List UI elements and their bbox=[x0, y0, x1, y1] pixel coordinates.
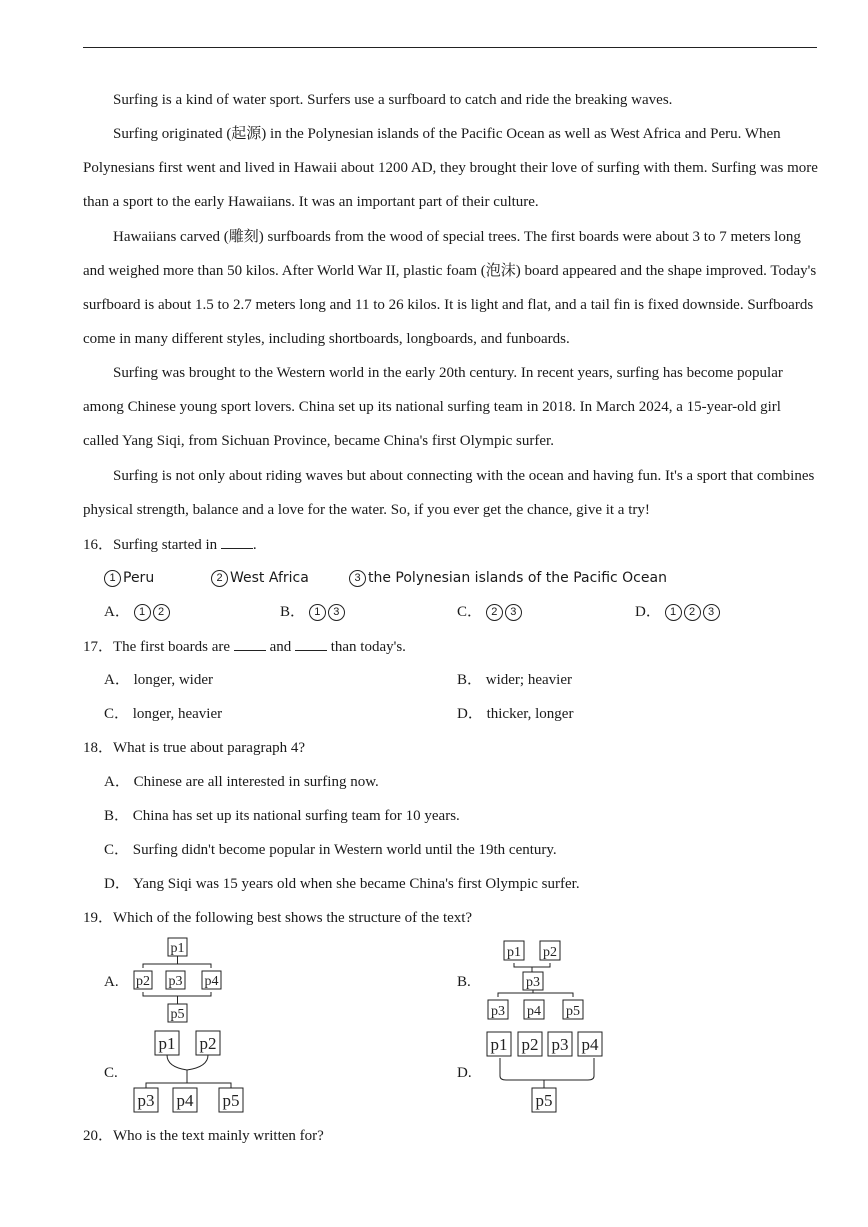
question-19-stem: 19．Which of the following best shows the structure of the text? bbox=[83, 910, 473, 926]
q16-item-2: 2 West Africa bbox=[211, 568, 309, 588]
svg-text:p2: p2 bbox=[521, 1035, 539, 1054]
svg-text:p3: p3 bbox=[168, 974, 183, 989]
svg-text:p4: p4 bbox=[581, 1035, 599, 1054]
svg-text:p5: p5 bbox=[566, 1004, 580, 1019]
svg-text:p5: p5 bbox=[170, 1007, 185, 1022]
q16-option-b[interactable]: B． 1 3 bbox=[280, 602, 347, 622]
svg-text:p2: p2 bbox=[543, 945, 557, 960]
svg-text:p3: p3 bbox=[526, 975, 540, 990]
q17-option-c[interactable]: C． longer, heavier bbox=[104, 706, 223, 722]
svg-text:p5: p5 bbox=[222, 1091, 240, 1110]
svg-text:p4: p4 bbox=[527, 1004, 541, 1019]
svg-text:p1: p1 bbox=[490, 1035, 508, 1054]
svg-text:p2: p2 bbox=[136, 974, 150, 989]
q16-item-1: 1 Peru bbox=[104, 568, 154, 588]
structure-diagram-a bbox=[125, 934, 235, 1026]
passage-paragraph-5: Surfing is not only about riding waves but about connecting with the ocean and having fun. It's a sport that combines physical strength, balance and a love for the water. So, if you ever get the chance, give it a try! bbox=[83, 468, 815, 518]
structure-diagram-b bbox=[480, 936, 600, 1026]
passage-paragraph-1: Surfing is a kind of water sport. Surfers use a surfboard to catch and ride the breaking waves. bbox=[113, 92, 673, 108]
svg-text:p4: p4 bbox=[176, 1091, 194, 1110]
passage-paragraph-3: Hawaiians carved (雕刻) surfboards from the wood of special trees. The first boards were about 3 to 7 meters long and weighed more than 50 kilos. After World War II, plastic foam (泡沫) board appeared and the shape improved. Today's surfboard is about 1.5 to 2.7 meters long and 11 to 26 kilos. It is light and flat, and a tail fin is fixed downside. Surfboards come in many different styles, including shortboards, longboards, and funboards. bbox=[83, 229, 817, 347]
header-rule bbox=[83, 47, 817, 48]
svg-text:p3: p3 bbox=[137, 1091, 155, 1110]
q18-option-d[interactable]: D． Yang Siqi was 15 years old when she became China's first Olympic surfer. bbox=[104, 876, 580, 892]
question-17-stem: 17．The first boards are and than today's. bbox=[83, 636, 406, 657]
q16-option-d[interactable]: D． 1 2 3 bbox=[635, 602, 722, 622]
q16-option-c[interactable]: C． 2 3 bbox=[457, 602, 524, 622]
svg-text:p4: p4 bbox=[204, 974, 219, 989]
svg-text:p5: p5 bbox=[535, 1091, 553, 1110]
passage-paragraph-2: Surfing originated (起源) in the Polynesian islands of the Pacific Ocean as well as West Africa and Peru. When Polynesians first went and lived in Hawaii about 1200 AD, they brought their love of surfing with them. Surfing was more than a sport to the early Hawaiians. It was an important part of their culture. bbox=[83, 126, 818, 210]
q18-option-c[interactable]: C． Surfing didn't become popular in Western world until the 19th century. bbox=[104, 842, 557, 858]
q18-option-b[interactable]: B． China has set up its national surfing team for 10 years. bbox=[104, 808, 460, 824]
q17-option-d[interactable]: D． thicker, longer bbox=[457, 706, 574, 722]
question-20-stem: 20．Who is the text mainly written for? bbox=[83, 1128, 324, 1144]
q17-option-a[interactable]: A． longer, wider bbox=[104, 672, 213, 688]
svg-text:p3: p3 bbox=[491, 1004, 505, 1019]
svg-text:p2: p2 bbox=[199, 1034, 217, 1053]
q18-option-a[interactable]: A． Chinese are all interested in surfing now. bbox=[104, 774, 379, 790]
structure-diagram-d bbox=[484, 1028, 609, 1118]
q16-item-3: 3 the Polynesian islands of the Pacific Ocean bbox=[349, 568, 667, 588]
question-18-stem: 18．What is true about paragraph 4? bbox=[83, 740, 306, 756]
q19-option-b-label[interactable]: B. bbox=[457, 974, 471, 990]
q19-option-d-label[interactable]: D. bbox=[457, 1065, 472, 1081]
answer-blank bbox=[234, 636, 266, 651]
passage-paragraph-4: Surfing was brought to the Western world in the early 20th century. In recent years, surfing has become popular among Chinese young sport lovers. China set up its national surfing team in 2018. In March 2024, a 15-year-old girl called Yang Siqi, from Sichuan Province, became China's first Olympic surfer. bbox=[83, 365, 783, 449]
svg-text:p1: p1 bbox=[158, 1034, 176, 1053]
answer-blank bbox=[295, 636, 327, 651]
q17-option-b[interactable]: B． wider; heavier bbox=[457, 672, 572, 688]
q19-option-c-label[interactable]: C. bbox=[104, 1065, 118, 1081]
answer-blank bbox=[221, 534, 253, 549]
structure-diagram-c bbox=[125, 1025, 255, 1117]
q16-option-a[interactable]: A． 1 2 bbox=[104, 602, 172, 622]
svg-text:p1: p1 bbox=[170, 941, 185, 956]
q19-option-a-label[interactable]: A. bbox=[104, 974, 119, 990]
question-16-stem: 16．Surfing started in . bbox=[83, 534, 257, 555]
svg-text:p3: p3 bbox=[551, 1035, 569, 1054]
svg-text:p1: p1 bbox=[507, 945, 521, 960]
